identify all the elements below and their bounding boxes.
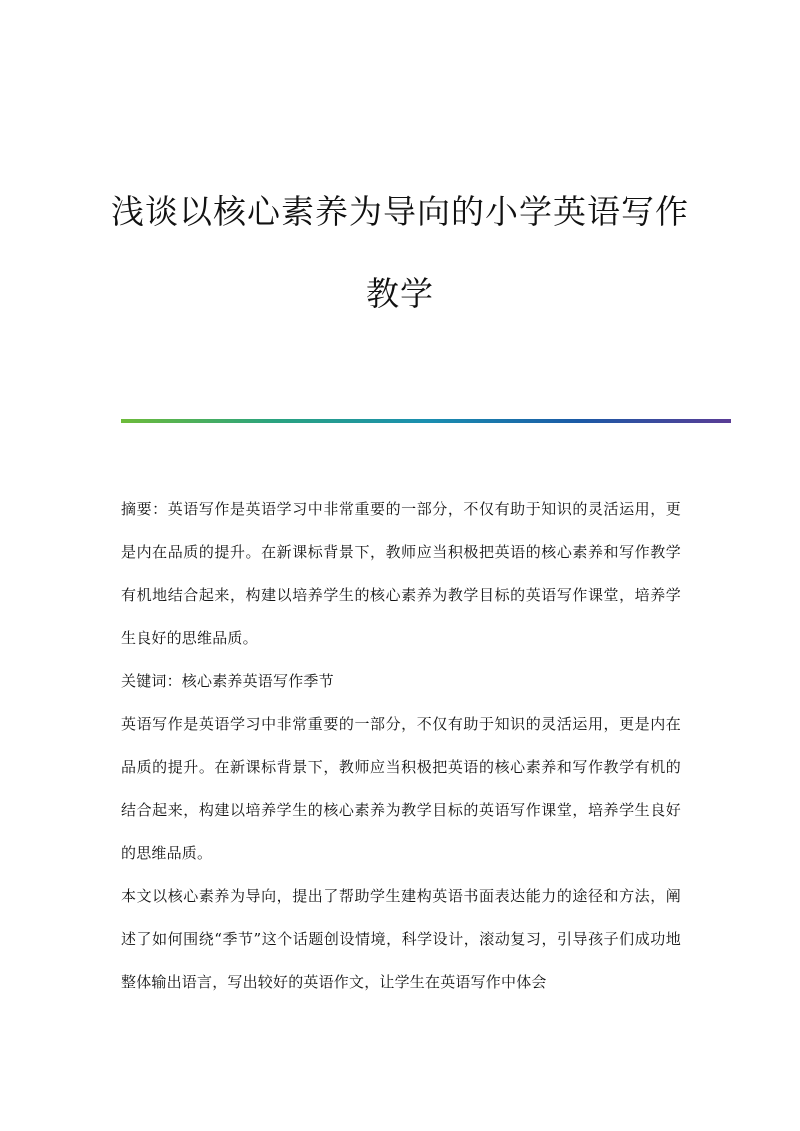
abstract-paragraph: 摘要：英语写作是英语学习中非常重要的一部分，不仅有助于知识的灵活运用，更是内在品质的提升。在新课标背景下，教师应当积极把英语的核心素养和写作教学有机地结合起来，构建以培养学生的核心素养为教学目标的英语写作课堂，培养学生良好的思维品质。 (121, 500, 681, 647)
body-paragraph-2: 本文以核心素养为导向，提出了帮助学生建构英语书面表达能力的途径和方法，阐述了如何围绕“季节”这个话题创设情境，科学设计，滚动复习，引导孩子们成功地整体输出语言，写出较好的英语作文，让学生在英语写作中体会 (121, 887, 681, 991)
document-title-line-2: 教学 (366, 274, 434, 313)
title-divider (121, 419, 731, 423)
body-paragraph-1: 英语写作是英语学习中非常重要的一部分，不仅有助于知识的灵活运用，更是内在品质的提升。在新课标背景下，教师应当积极把英语的核心素养和写作教学有机的结合起来，构建以培养学生的核心素养为教学目标的英语写作课堂，培养学生良好的思维品质。 (121, 715, 681, 862)
keywords-line: 关键词：核心素养英语写作季节 (121, 672, 334, 690)
document-title-line-1: 浅谈以核心素养为导向的小学英语写作 (111, 192, 689, 231)
